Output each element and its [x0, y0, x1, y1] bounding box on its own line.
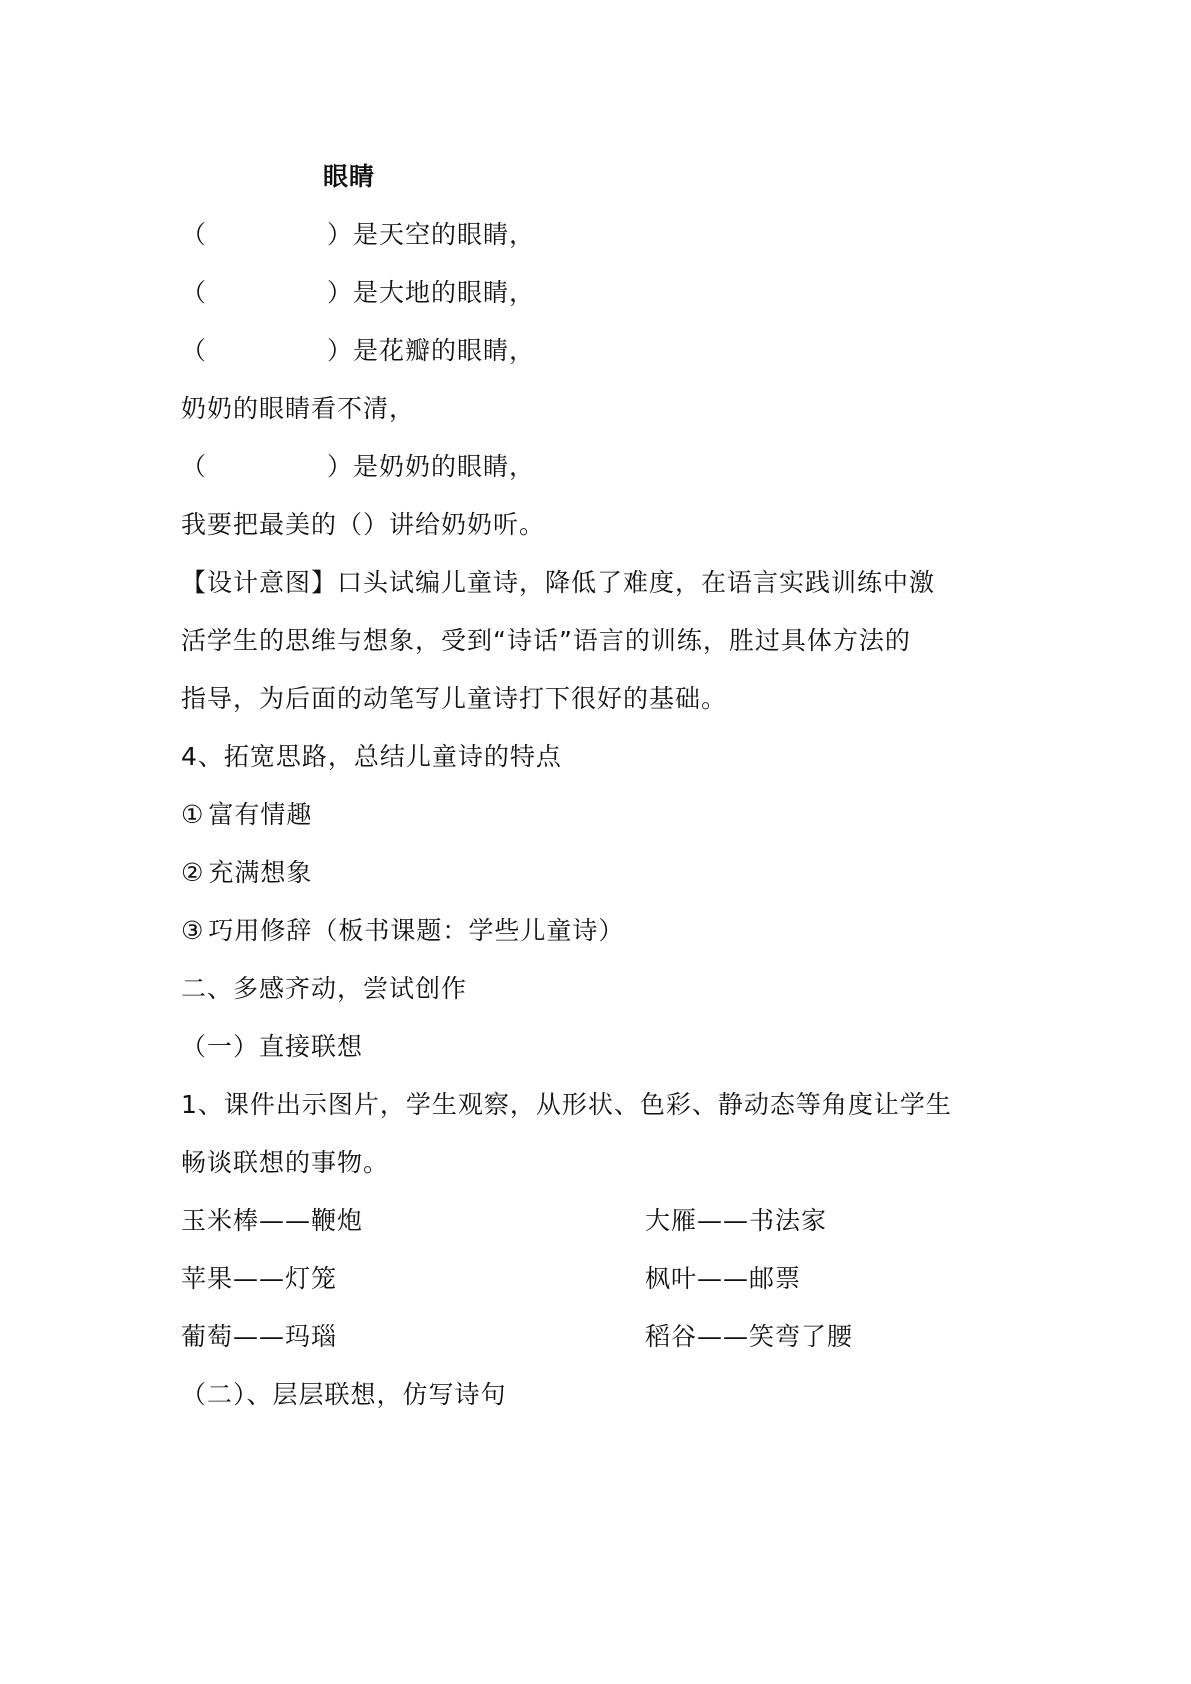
poem-line-3: [181, 334, 535, 368]
association-right: 枫叶——邮票: [645, 1264, 802, 1293]
step-1-line-2: 畅谈联想的事物。: [181, 1148, 390, 1177]
feature-item-2: [181, 856, 312, 890]
poem-line-5: [181, 450, 535, 484]
feature-text: 巧用修辞（板书课题：学些儿童诗）: [208, 916, 625, 945]
poem-line-6: 我要把最美的（）讲给奶奶听。: [181, 510, 546, 539]
circled-number-2: ②: [181, 858, 205, 887]
step-1-line-1: 1、课件出示图片，学生观察，从形状、色彩、静动态等角度让学生: [181, 1090, 952, 1119]
poem-line-2: [181, 276, 535, 310]
feature-text: 富有情趣: [208, 800, 313, 829]
design-intent-line-3: 指导，为后面的动笔写儿童诗打下很好的基础。: [181, 684, 728, 713]
open-paren: （: [181, 278, 208, 307]
association-left: 葡萄——玛瑙: [181, 1322, 338, 1351]
feature-item-1: [181, 798, 312, 832]
feature-item-3: [181, 914, 624, 948]
poem-line-text: ）是奶奶的眼睛，: [327, 452, 536, 481]
association-right: 大雁——书法家: [645, 1206, 828, 1235]
association-row-3: [181, 1320, 854, 1354]
part-2-subheading-1: （一）直接联想: [181, 1032, 364, 1061]
association-row-2: [181, 1262, 802, 1296]
association-left: 苹果——灯笼: [181, 1264, 338, 1293]
section-4-heading: 4、拓宽思路，总结儿童诗的特点: [181, 742, 562, 771]
poem-line-text: ）是天空的眼睛，: [327, 220, 536, 249]
open-paren: （: [181, 220, 208, 249]
part-2-subheading-2: （二）、层层联想，仿写诗句: [181, 1380, 507, 1409]
poem-line-1: [181, 218, 535, 252]
design-intent-line-2: 活学生的思维与想象，受到“诗话”语言的训练，胜过具体方法的: [181, 626, 911, 655]
open-paren: （: [181, 452, 208, 481]
poem-line-text: ）是大地的眼睛，: [327, 278, 536, 307]
circled-number-1: ①: [181, 800, 205, 829]
feature-text: 充满想象: [208, 858, 313, 887]
open-paren: （: [181, 336, 208, 365]
design-intent-line-1: 【设计意图】口头试编儿童诗，降低了难度，在语言实践训练中激: [181, 568, 936, 597]
association-row-1: [181, 1204, 828, 1238]
part-2-heading: 二、多感齐动，尝试创作: [181, 974, 468, 1003]
poem-line-text: ）是花瓣的眼睛，: [327, 336, 536, 365]
circled-number-3: ③: [181, 916, 205, 945]
association-right: 稻谷——笑弯了腰: [645, 1322, 854, 1351]
poem-title: 眼睛: [323, 162, 376, 191]
poem-line-4: 奶奶的眼睛看不清，: [181, 394, 416, 423]
association-left: 玉米棒——鞭炮: [181, 1206, 364, 1235]
